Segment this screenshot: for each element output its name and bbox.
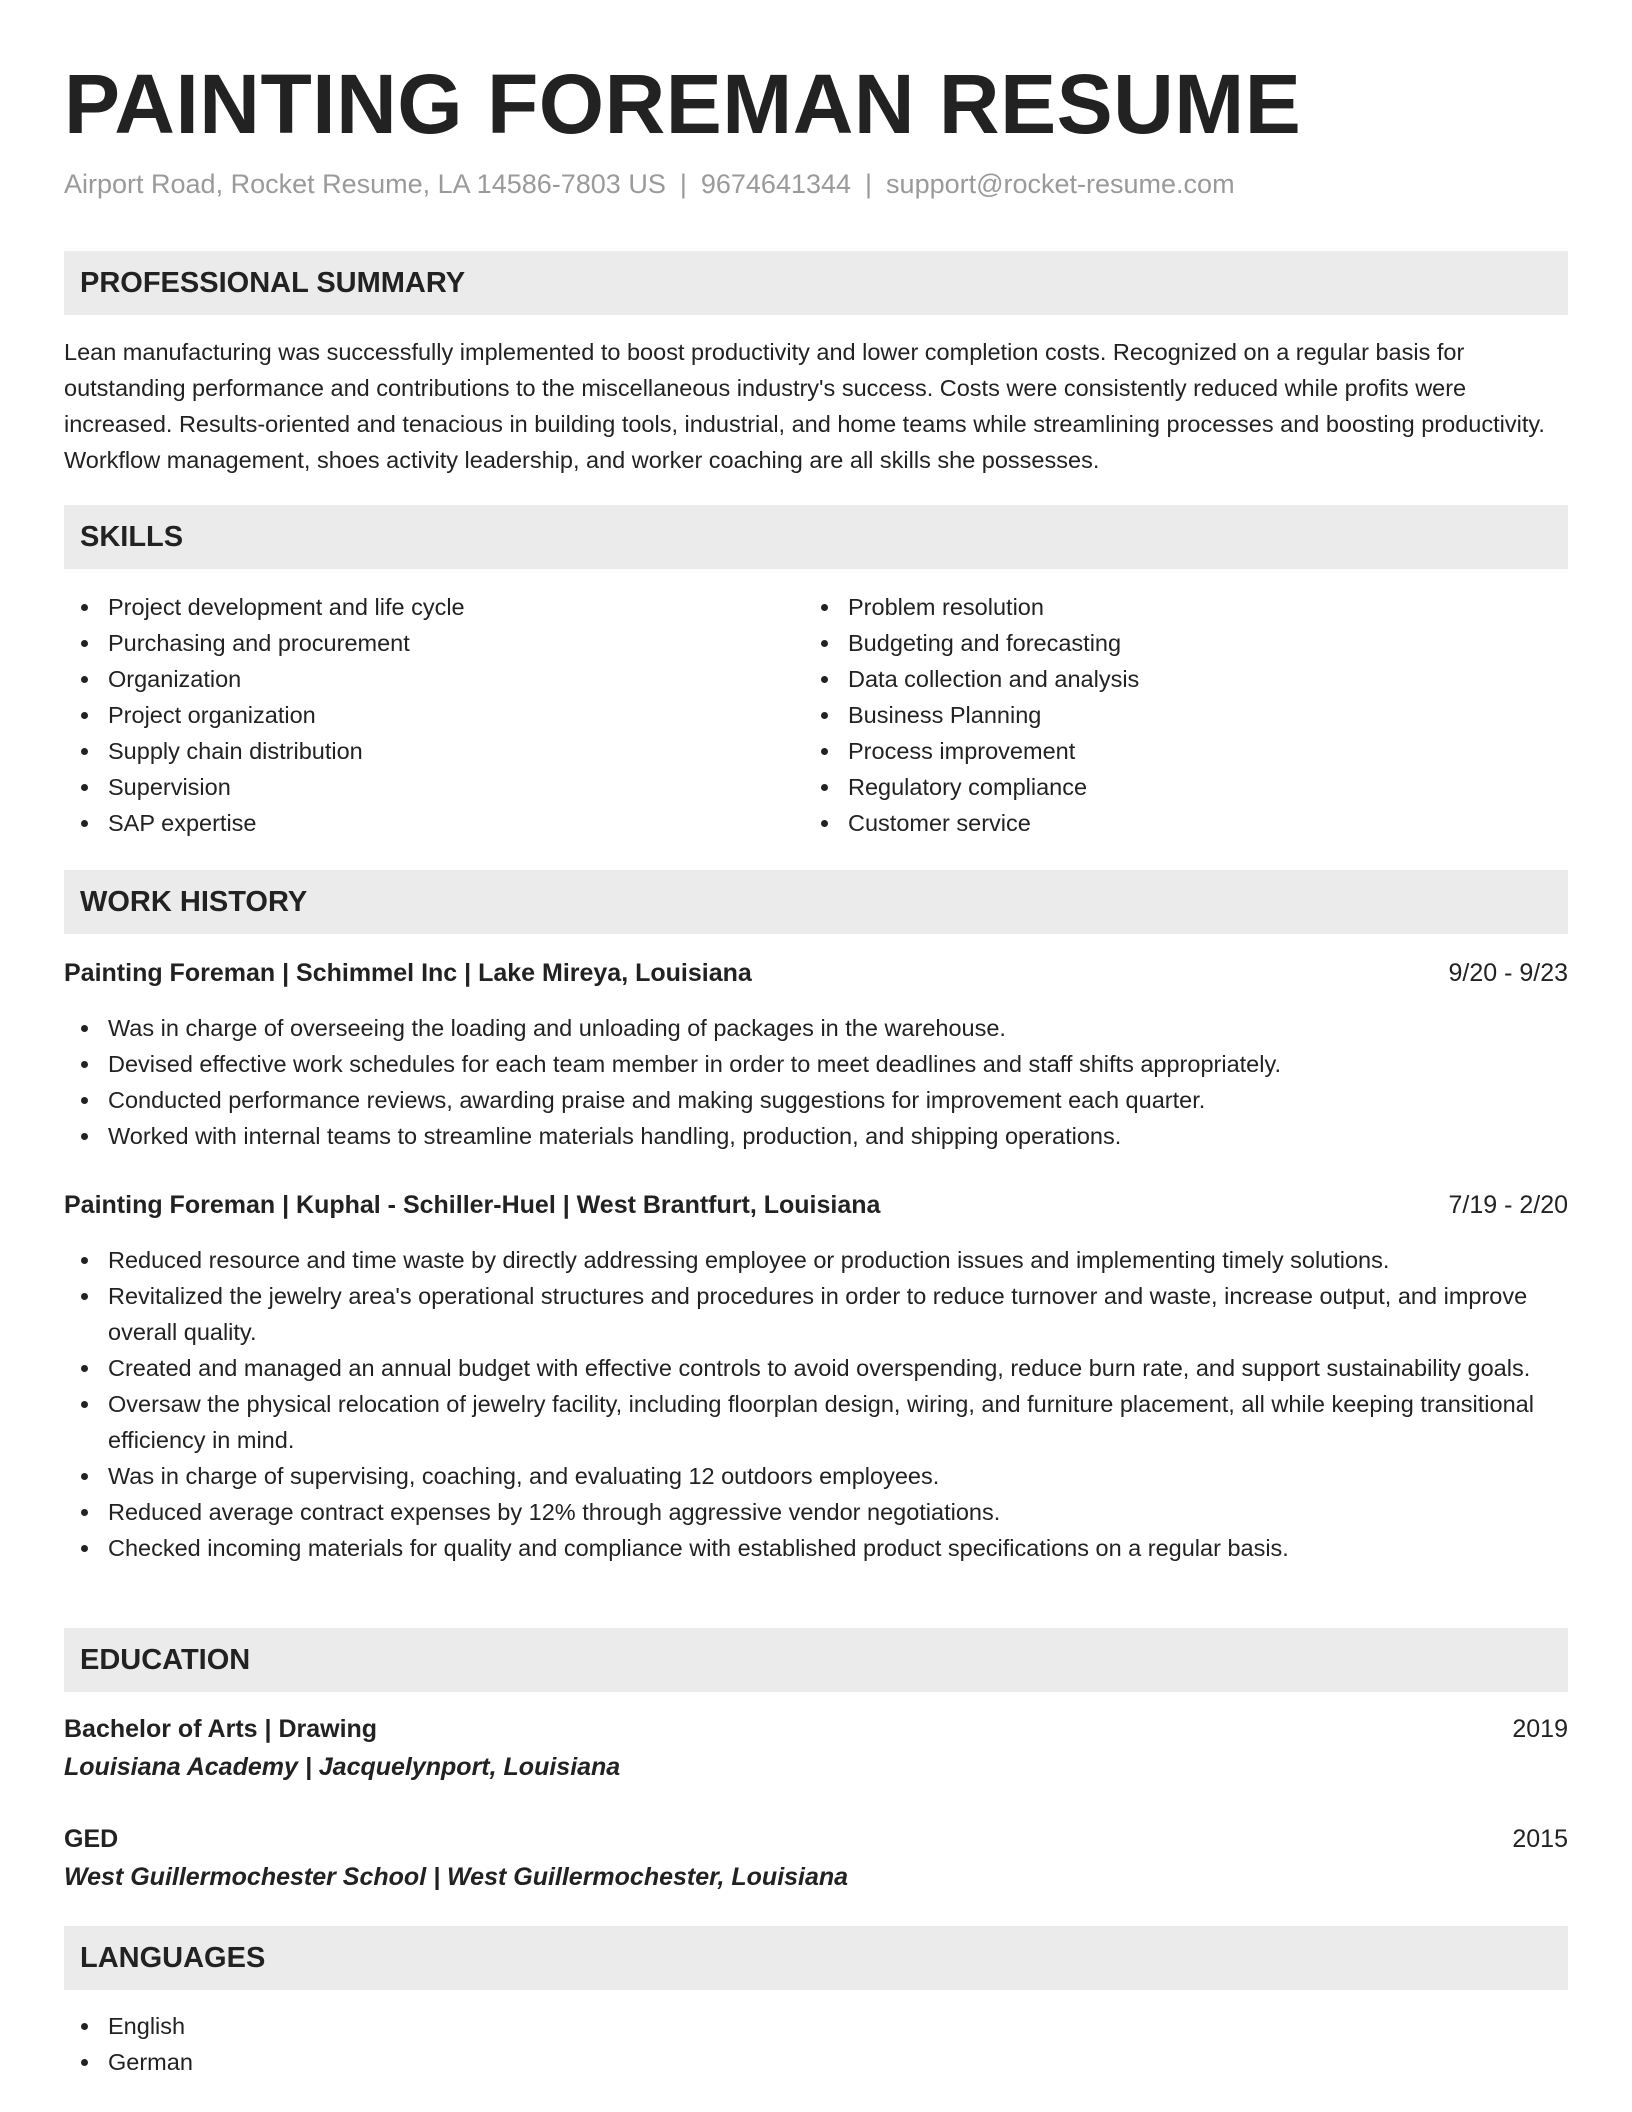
job-bullet: Reduced resource and time waste by directly addressing employee or production issues and implementing timely solutions.: [64, 1242, 1568, 1278]
skill-item: Budgeting and forecasting: [804, 625, 1544, 661]
section-header-work-history: WORK HISTORY: [64, 870, 1568, 934]
job-bullet: Devised effective work schedules for each team member in order to meet deadlines and staff shifts appropriately.: [64, 1046, 1568, 1082]
job-bullet: Worked with internal teams to streamline materials handling, production, and shipping operations.: [64, 1118, 1568, 1154]
contact-address: Airport Road, Rocket Resume, LA 14586-7803 US: [64, 169, 666, 199]
skill-item: Project organization: [64, 697, 804, 733]
contact-phone: 9674641344: [700, 169, 852, 199]
summary-text: Lean manufacturing was successfully implemented to boost productivity and lower completion costs. Recognized on a regular basis for outstanding performance and contributions to the miscellaneous industry's success. Costs were consistently reduced while profits were increased. Results-oriented and tenacious in building tools, industrial, and home teams while streamlining processes and boosting productivity. Workflow management, shoes activity leadership, and worker coaching are all skills she possesses.: [64, 339, 1545, 473]
job-bullet: Was in charge of overseeing the loading and unloading of packages in the warehouse.: [64, 1010, 1568, 1046]
contact-separator: |: [679, 169, 687, 199]
section-header-skills: SKILLS: [64, 505, 1568, 569]
skills-list-right: [804, 589, 1544, 841]
section-header-education: EDUCATION: [64, 1628, 1568, 1692]
skill-item: Organization: [64, 661, 804, 697]
section-header-summary: PROFESSIONAL SUMMARY: [64, 251, 1568, 315]
skill-item: Problem resolution: [804, 589, 1544, 625]
contact-email: support@rocket-resume.com: [886, 169, 1235, 199]
job-header: [64, 955, 1568, 991]
contact-separator: |: [865, 169, 873, 199]
contact-line: [64, 166, 1235, 202]
resume-title: PAINTING FOREMAN RESUME: [64, 57, 1302, 151]
skill-item: Project development and life cycle: [64, 589, 804, 625]
education-year: 2019: [1512, 1715, 1568, 1743]
job-title: Painting Foreman | Kuphal - Schiller-Huel | West Brantfurt, Louisiana: [64, 1191, 881, 1219]
skill-item: Supply chain distribution: [64, 733, 804, 769]
job-bullet: Revitalized the jewelry area's operational structures and procedures in order to reduce turnover and waste, increase output, and improve overall quality.: [64, 1278, 1568, 1350]
skill-item: Business Planning: [804, 697, 1544, 733]
language-item: German: [64, 2044, 1568, 2080]
education-school: West Guillermochester School | West Guillermochester, Louisiana: [64, 1863, 849, 1891]
skill-item: Data collection and analysis: [804, 661, 1544, 697]
job-bullet: Was in charge of supervising, coaching, and evaluating 12 outdoors employees.: [64, 1458, 1568, 1494]
education-degree: Bachelor of Arts | Drawing: [64, 1715, 378, 1743]
job-dates: 9/20 - 9/23: [1448, 959, 1568, 987]
skill-item: SAP expertise: [64, 805, 804, 841]
language-item: English: [64, 2008, 1568, 2044]
job-bullet: Conducted performance reviews, awarding praise and making suggestions for improvement each quarter.: [64, 1082, 1568, 1118]
education-school: Louisiana Academy | Jacquelynport, Louisiana: [64, 1753, 621, 1781]
job-bullet: Oversaw the physical relocation of jewelry facility, including floorplan design, wiring, and furniture placement, all while keeping transitional efficiency in mind.: [64, 1386, 1568, 1458]
job-bullet: Reduced average contract expenses by 12% through aggressive vendor negotiations.: [64, 1494, 1568, 1530]
job-bullet: Created and managed an annual budget with effective controls to avoid overspending, reduce burn rate, and support sustainability goals.: [64, 1350, 1568, 1386]
skill-item: Customer service: [804, 805, 1544, 841]
job-title: Painting Foreman | Schimmel Inc | Lake Mireya, Louisiana: [64, 959, 752, 987]
job-bullet: Checked incoming materials for quality and compliance with established product specifications on a regular basis.: [64, 1530, 1568, 1566]
job-dates: 7/19 - 2/20: [1448, 1191, 1568, 1219]
skill-item: Process improvement: [804, 733, 1544, 769]
education-year: 2015: [1512, 1825, 1568, 1853]
job-header: [64, 1187, 1568, 1223]
section-header-languages: LANGUAGES: [64, 1926, 1568, 1990]
job-bullets: [64, 1242, 1568, 1566]
skill-item: Purchasing and procurement: [64, 625, 804, 661]
skill-item: Regulatory compliance: [804, 769, 1544, 805]
education-header: [64, 1821, 1568, 1857]
education-degree: GED: [64, 1825, 119, 1853]
languages-list: [64, 2008, 1568, 2080]
skill-item: Supervision: [64, 769, 804, 805]
skills-list-left: [64, 589, 804, 841]
job-bullets: [64, 1010, 1568, 1154]
education-header: [64, 1711, 1568, 1747]
